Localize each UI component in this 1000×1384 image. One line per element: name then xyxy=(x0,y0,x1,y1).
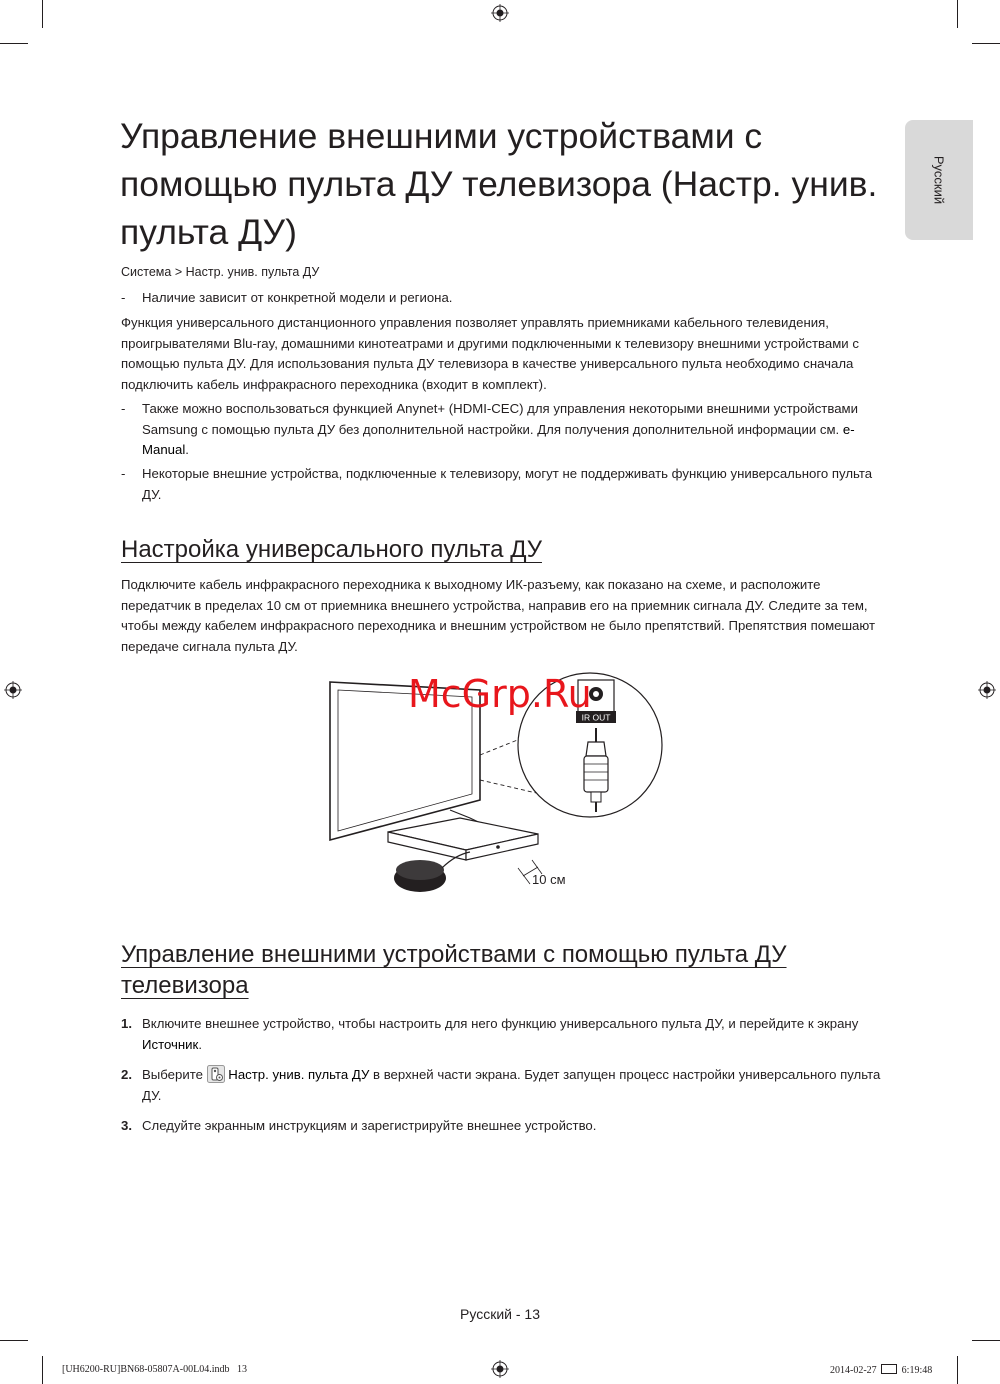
note-support: - Некоторые внешние устройства, подключенные к телевизору, могут не поддерживать функцию универсального пульта ДУ. xyxy=(121,464,881,505)
crop-mark xyxy=(957,1356,958,1384)
registration-mark-icon xyxy=(978,681,996,699)
universal-remote-icon xyxy=(207,1065,225,1083)
source-menu-label[interactable]: Источник xyxy=(142,1036,199,1052)
step-3: 3. Следуйте экранным инструкциям и зарегистрируйте внешнее устройство. xyxy=(121,1118,597,1133)
page-title: Управление внешними устройствами с помощью пульта ДУ телевизора (Настр. унив. пульта ДУ) xyxy=(120,116,878,252)
registration-mark-icon xyxy=(491,1360,509,1378)
step-1: 1. Включите внешнее устройство, чтобы настроить для него функцию универсального пульта ДУ, и перейдите к экрану Источник. xyxy=(121,1016,859,1052)
intro-paragraph: Функция универсального дистанционного управления позволяет управлять приемниками кабельного телевидения, проигрывателями Blu-ray, домашними кинотеатрами и другими подключенными к телевизору внешними устройствами с помощью пульта ДУ. Для использования пульта ДУ телевизора в качестве универсального пульта необходимо сначала подключить кабель инфракрасного переходника (входит в комплект). xyxy=(121,315,859,392)
registration-mark-icon xyxy=(4,681,22,699)
language-side-tab-label: Русский xyxy=(931,155,947,205)
breadcrumb-root: Система xyxy=(121,265,172,279)
crop-mark xyxy=(42,0,43,28)
print-file-info: [UH6200-RU]BN68-05807A-00L04.indb 13 xyxy=(62,1364,247,1375)
crop-mark xyxy=(972,43,1000,44)
breadcrumb-separator: > xyxy=(174,265,183,279)
crop-mark xyxy=(957,0,958,28)
watermark: McGrp.Ru xyxy=(408,672,592,716)
breadcrumb-item: Настр. унив. пульта ДУ xyxy=(185,265,320,279)
section-heading-control: Управление внешними устройствами с помощью пульта ДУ телевизора xyxy=(121,941,787,999)
note-anynet: - Также можно воспользоваться функцией Anynet+ (HDMI-CEC) для управления некоторыми внешними устройствами Samsung с помощью пульта ДУ без дополнительной настройки. Для получения дополнительной информации см. e-Manual. xyxy=(121,401,858,457)
note-anynet-text: Также можно воспользоваться функцией Anynet+ (HDMI-CEC) для управления некоторыми внешними устройствами Samsung с помощью пульта ДУ без дополнительной настройки. Для получения дополнительной информации см. xyxy=(142,401,858,437)
section-heading-setup: Настройка универсального пульта ДУ xyxy=(121,536,542,563)
e-manual-link[interactable]: e-Manual xyxy=(142,421,855,457)
crop-mark xyxy=(972,1340,1000,1341)
print-timestamp: 2014-02-27 6:19:48 xyxy=(830,1365,933,1376)
distance-label: 10 см xyxy=(532,872,566,887)
section-setup-paragraph: Подключите кабель инфракрасного переходника к выходному ИК-разъему, как показано на схеме, и расположите передатчик в пределах 10 см от приемника внешнего устройства, направив его на приемник сигнала ДУ. Следите за тем, чтобы между кабелем инфракрасного переходника и внешним устройством не было препятствий. Препятствия помешают передаче сигнала пульта ДУ. xyxy=(121,577,876,654)
ir-connection-diagram xyxy=(320,660,680,900)
clock-glyph-icon xyxy=(881,1364,897,1374)
breadcrumb xyxy=(121,265,319,279)
ir-out-label: IR OUT xyxy=(581,712,611,723)
crop-mark xyxy=(0,43,28,44)
note-availability-text: Наличие зависит от конкретной модели и региона. xyxy=(142,290,453,305)
note-availability: - Наличие зависит от конкретной модели и региона. xyxy=(121,288,881,309)
universal-remote-setup-label[interactable]: Настр. унив. пульта ДУ xyxy=(228,1067,370,1082)
note-support-text: Некоторые внешние устройства, подключенные к телевизору, могут не поддерживать функцию универсального пульта ДУ. xyxy=(142,466,873,502)
language-side-tab xyxy=(905,120,973,240)
registration-mark-icon xyxy=(491,4,509,22)
step-2: 2. Выберите Настр. унив. пульта ДУ в верхней части экрана. Будет запущен процесс настройки универсального пульта ДУ. xyxy=(121,1067,881,1103)
crop-mark xyxy=(42,1356,43,1384)
page-number: Русский - 13 xyxy=(460,1306,540,1322)
crop-mark xyxy=(0,1340,28,1341)
